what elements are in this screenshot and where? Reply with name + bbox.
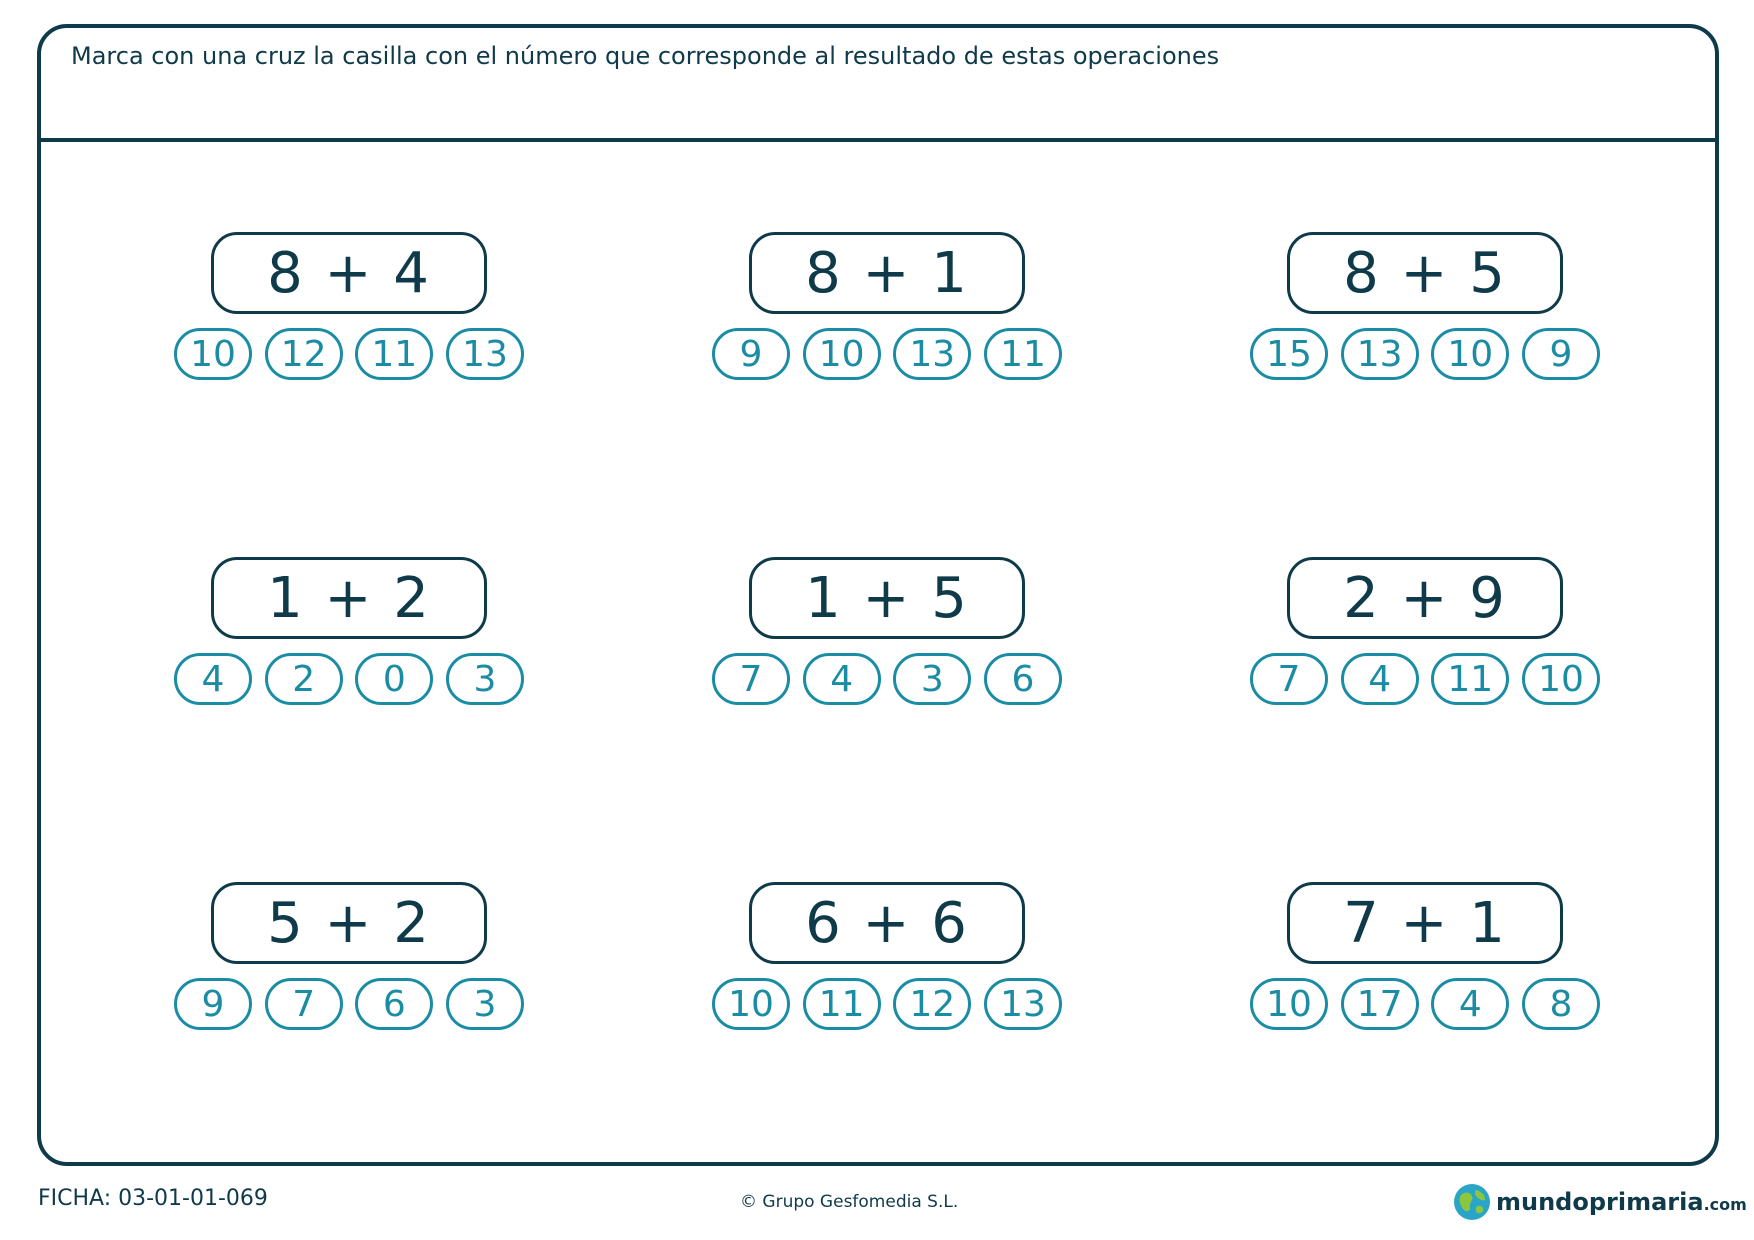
answer-choice[interactable]: 10 xyxy=(1431,328,1509,380)
answer-choice[interactable]: 7 xyxy=(712,653,790,705)
operation-box: 7 + 1 xyxy=(1287,882,1563,964)
problem-9 xyxy=(1250,882,1600,1032)
logo-text: mundoprimaria.com xyxy=(1496,1188,1747,1216)
copyright-text: © Grupo Gesfomedia S.L. xyxy=(740,1192,959,1212)
ficha-code: FICHA: 03-01-01-069 xyxy=(38,1186,268,1211)
answer-choice[interactable]: 9 xyxy=(712,328,790,380)
problem-6 xyxy=(1250,557,1600,707)
problems-grid xyxy=(41,142,1715,1162)
answer-choice[interactable]: 9 xyxy=(174,978,252,1030)
operation-box: 6 + 6 xyxy=(749,882,1025,964)
answer-choices xyxy=(712,328,1062,380)
problem-1 xyxy=(174,232,524,382)
answer-choice[interactable]: 10 xyxy=(803,328,881,380)
answer-choice[interactable]: 3 xyxy=(446,653,524,705)
answer-choice[interactable]: 10 xyxy=(712,978,790,1030)
brand-logo[interactable] xyxy=(1452,1182,1747,1222)
answer-choices xyxy=(174,653,524,705)
answer-choices xyxy=(1250,653,1600,705)
answer-choice[interactable]: 12 xyxy=(265,328,343,380)
answer-choice[interactable]: 17 xyxy=(1341,978,1419,1030)
answer-choice[interactable]: 4 xyxy=(1341,653,1419,705)
operation-box: 2 + 9 xyxy=(1287,557,1563,639)
problem-7 xyxy=(174,882,524,1032)
problem-5 xyxy=(712,557,1062,707)
worksheet-frame xyxy=(37,24,1719,1166)
globe-icon xyxy=(1452,1182,1492,1222)
answer-choice[interactable]: 12 xyxy=(893,978,971,1030)
answer-choice[interactable]: 3 xyxy=(446,978,524,1030)
problem-3 xyxy=(1250,232,1600,382)
instruction-header xyxy=(41,28,1715,142)
operation-box: 8 + 1 xyxy=(749,232,1025,314)
answer-choices xyxy=(174,978,524,1030)
answer-choice[interactable]: 11 xyxy=(984,328,1062,380)
operation-box: 8 + 4 xyxy=(211,232,487,314)
operation-box: 1 + 5 xyxy=(749,557,1025,639)
instruction-text: Marca con una cruz la casilla con el número que corresponde al resultado de estas operaciones xyxy=(71,42,1220,70)
answer-choice[interactable]: 7 xyxy=(265,978,343,1030)
problem-4 xyxy=(174,557,524,707)
operation-box: 8 + 5 xyxy=(1287,232,1563,314)
answer-choice[interactable]: 15 xyxy=(1250,328,1328,380)
answer-choice[interactable]: 4 xyxy=(1431,978,1509,1030)
answer-choice[interactable]: 13 xyxy=(984,978,1062,1030)
answer-choice[interactable]: 6 xyxy=(984,653,1062,705)
answer-choice[interactable]: 4 xyxy=(174,653,252,705)
answer-choices xyxy=(712,653,1062,705)
answer-choice[interactable]: 10 xyxy=(174,328,252,380)
answer-choice[interactable]: 13 xyxy=(893,328,971,380)
answer-choice[interactable]: 8 xyxy=(1522,978,1600,1030)
answer-choice[interactable]: 9 xyxy=(1522,328,1600,380)
operation-box: 5 + 2 xyxy=(211,882,487,964)
answer-choice[interactable]: 11 xyxy=(803,978,881,1030)
answer-choice[interactable]: 10 xyxy=(1522,653,1600,705)
operation-box: 1 + 2 xyxy=(211,557,487,639)
answer-choice[interactable]: 11 xyxy=(1431,653,1509,705)
answer-choices xyxy=(712,978,1062,1030)
answer-choice[interactable]: 0 xyxy=(355,653,433,705)
answer-choice[interactable]: 13 xyxy=(446,328,524,380)
answer-choices xyxy=(174,328,524,380)
answer-choice[interactable]: 2 xyxy=(265,653,343,705)
answer-choice[interactable]: 6 xyxy=(355,978,433,1030)
answer-choice[interactable]: 3 xyxy=(893,653,971,705)
answer-choice[interactable]: 4 xyxy=(803,653,881,705)
answer-choice[interactable]: 7 xyxy=(1250,653,1328,705)
answer-choice[interactable]: 11 xyxy=(355,328,433,380)
answer-choices xyxy=(1250,328,1600,380)
answer-choice[interactable]: 10 xyxy=(1250,978,1328,1030)
problem-8 xyxy=(712,882,1062,1032)
answer-choices xyxy=(1250,978,1600,1030)
problem-2 xyxy=(712,232,1062,382)
answer-choice[interactable]: 13 xyxy=(1341,328,1419,380)
